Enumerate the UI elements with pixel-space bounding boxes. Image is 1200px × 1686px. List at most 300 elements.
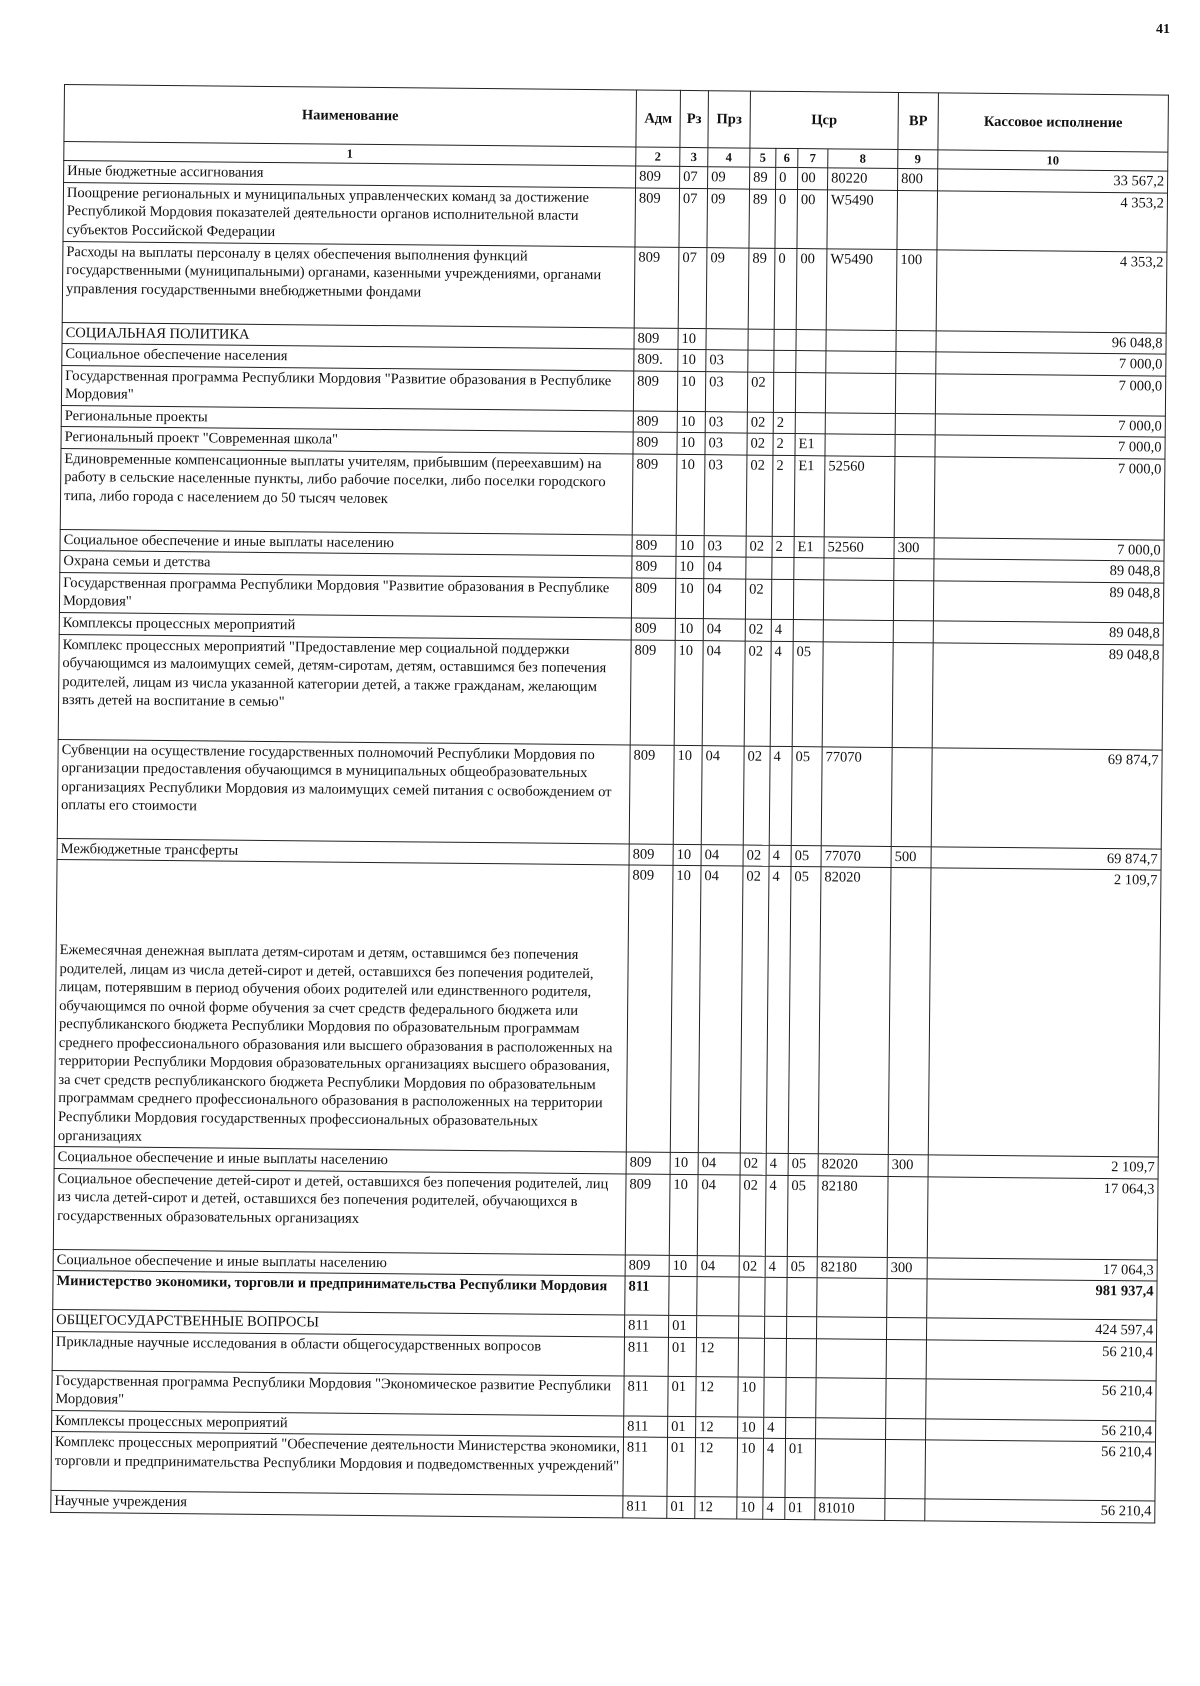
row-rz: 01 xyxy=(668,1316,696,1338)
row-csr-subprogram: 05 xyxy=(787,1256,817,1278)
row-csr-subprogram: 05 xyxy=(792,641,823,746)
row-name: Социальное обеспечение и иные выплаты населению xyxy=(53,1249,625,1276)
row-csr-subprogram xyxy=(786,1317,816,1339)
col-number: 8 xyxy=(828,149,898,169)
row-prz: 09 xyxy=(707,188,750,247)
row-adm: 809 xyxy=(634,247,679,328)
table-row xyxy=(54,860,1161,1158)
row-csr-type: 4 xyxy=(770,641,793,746)
row-name: Поощрение региональных и муниципальных управленческих команд за достижение Республикой Мордовия показателей деятельности органов исполнительной власти субъектов Российской Федерации xyxy=(63,182,636,246)
row-csr-program: 02 xyxy=(745,579,771,619)
row-vr xyxy=(896,330,936,352)
row-adm: 809 xyxy=(633,432,677,454)
row-name: Иные бюджетные ассигнования xyxy=(64,161,636,188)
row-prz: 03 xyxy=(705,411,747,433)
row-adm: 811 xyxy=(623,1437,668,1496)
row-name: Охрана семьи и детства xyxy=(60,551,632,578)
row-csr-program: 02 xyxy=(746,536,772,558)
row-csr-subprogram xyxy=(795,372,825,412)
row-csr-direction xyxy=(816,1317,886,1339)
row-csr-program xyxy=(748,329,774,351)
row-sum: 89 048,8 xyxy=(933,621,1163,645)
row-csr-subprogram: 05 xyxy=(787,1175,818,1256)
row-csr-direction: 77070 xyxy=(821,845,891,867)
row-vr xyxy=(895,435,935,457)
row-sum: 17 064,3 xyxy=(927,1257,1157,1281)
row-sum: 56 210,4 xyxy=(926,1419,1156,1443)
col-number: 3 xyxy=(680,147,708,166)
budget-table-container xyxy=(50,84,1168,1523)
row-csr-type xyxy=(764,1338,786,1377)
row-vr xyxy=(894,456,935,537)
row-rz: 10 xyxy=(675,578,703,618)
row-vr xyxy=(894,559,934,581)
row-csr-direction: 82180 xyxy=(817,1175,888,1257)
row-csr-program: 02 xyxy=(739,1175,766,1256)
row-csr-program: 02 xyxy=(739,1256,765,1278)
row-vr xyxy=(886,1339,926,1378)
row-vr: 300 xyxy=(888,1155,928,1177)
row-csr-direction xyxy=(826,351,896,373)
row-csr-program: 89 xyxy=(749,189,776,248)
row-rz: 10 xyxy=(674,640,703,745)
col-number: 10 xyxy=(938,150,1168,171)
row-name: СОЦИАЛЬНАЯ ПОЛИТИКА xyxy=(62,322,634,349)
header-rz: Рз xyxy=(680,90,709,147)
row-sum: 89 048,8 xyxy=(932,642,1163,749)
row-name: Комплекс процессных мероприятий "Обеспечение деятельности Министерства экономики, торговли и предпринимательства Республики Мордовия и подведомственных учреждений" xyxy=(51,1432,624,1496)
row-csr-type: 4 xyxy=(769,845,791,867)
table-row xyxy=(57,739,1162,849)
row-csr-subprogram: 05 xyxy=(791,845,821,867)
row-vr xyxy=(893,621,933,643)
row-name: Социальное обеспечение детей-сирот и детей, оставшихся без попечения родителей, лиц из числа детей-сирот и детей, оставшихся без попечения родителей, обучающихся в государственных образовательных организациях xyxy=(53,1168,626,1254)
row-sum: 96 048,8 xyxy=(936,330,1166,354)
row-csr-program: 02 xyxy=(744,641,771,746)
row-rz: 10 xyxy=(677,411,705,433)
header-name: Наименование xyxy=(64,85,637,147)
row-rz: 07 xyxy=(680,166,708,188)
row-rz: 07 xyxy=(679,188,708,247)
row-name: Расходы на выплаты персоналу в целях обеспечения выполнения функций государственными (муниципальными) органами, казенными учреждениями, органами управления государственными внебюджетными фондами xyxy=(62,241,635,327)
row-sum: 4 353,2 xyxy=(936,249,1167,332)
row-vr xyxy=(886,1418,926,1440)
row-csr-program: 02 xyxy=(740,866,769,1153)
col-number: 6 xyxy=(776,148,798,167)
row-csr-type xyxy=(764,1377,786,1417)
header-sum: Кассовое исполнение xyxy=(938,93,1169,152)
row-adm: 809 xyxy=(625,1255,669,1277)
row-rz: 01 xyxy=(667,1438,696,1497)
row-name: Государственная программа Республики Мордовия "Развитие образования в Республике Мордовия" xyxy=(61,365,633,411)
row-adm: 809. xyxy=(634,349,678,371)
header-prz: Прз xyxy=(708,91,751,148)
row-prz: 04 xyxy=(704,557,746,579)
row-prz: 04 xyxy=(701,844,743,866)
row-name: Научные учреждения xyxy=(51,1491,623,1518)
row-csr-type: 0 xyxy=(776,167,798,189)
row-csr-type: 0 xyxy=(774,248,797,329)
row-csr-type xyxy=(764,1316,786,1338)
row-csr-program: 02 xyxy=(746,455,773,536)
row-adm: 809 xyxy=(632,454,677,535)
row-prz: 12 xyxy=(696,1376,738,1416)
table-row xyxy=(63,182,1168,252)
row-csr-type: 2 xyxy=(773,412,795,434)
row-csr-direction xyxy=(826,329,896,351)
row-vr xyxy=(887,1318,927,1340)
row-sum: 89 048,8 xyxy=(933,581,1163,623)
row-vr xyxy=(895,413,935,435)
row-csr-subprogram xyxy=(786,1417,816,1439)
row-name: Прикладные научные исследования в области общегосударственных вопросов xyxy=(52,1331,624,1375)
row-adm: 811 xyxy=(624,1376,668,1417)
row-adm: 809 xyxy=(636,166,680,188)
row-prz: 04 xyxy=(697,1174,740,1255)
col-number: 7 xyxy=(798,149,828,168)
header-vr: ВР xyxy=(898,93,939,150)
row-csr-program: 02 xyxy=(747,412,773,434)
row-csr-direction: W5490 xyxy=(826,248,897,330)
row-csr-type: 4 xyxy=(763,1439,786,1498)
header-csr: Цср xyxy=(750,91,899,149)
row-prz: 03 xyxy=(704,454,747,535)
row-csr-subprogram: 05 xyxy=(791,746,822,845)
row-prz: 03 xyxy=(705,371,747,411)
row-csr-program: 10 xyxy=(737,1438,764,1497)
row-sum: 56 210,4 xyxy=(925,1440,1156,1501)
row-sum: 69 874,7 xyxy=(931,747,1162,848)
row-rz: 07 xyxy=(678,247,707,328)
row-sum: 56 210,4 xyxy=(925,1499,1155,1523)
row-csr-direction: 80220 xyxy=(828,168,898,190)
row-csr-program: 02 xyxy=(743,746,770,845)
row-name: Региональные проекты xyxy=(61,405,633,432)
row-prz: 04 xyxy=(702,640,745,745)
row-sum: 7 000,0 xyxy=(936,352,1166,376)
col-number: 5 xyxy=(750,148,776,167)
row-csr-subprogram: E1 xyxy=(794,455,825,536)
row-csr-type xyxy=(765,1277,787,1316)
row-csr-subprogram: E1 xyxy=(794,536,824,558)
row-sum: 69 874,7 xyxy=(931,846,1161,870)
table-header-row xyxy=(64,85,1169,153)
row-sum: 424 597,4 xyxy=(927,1318,1157,1342)
row-csr-type xyxy=(772,558,794,580)
row-vr: 100 xyxy=(896,249,937,330)
row-sum: 7 000,0 xyxy=(935,414,1165,438)
row-sum: 2 109,7 xyxy=(928,868,1161,1157)
row-adm: 809 xyxy=(631,578,675,619)
row-prz: 04 xyxy=(701,745,744,844)
row-csr-subprogram xyxy=(786,1377,816,1417)
header-adm: Адм xyxy=(636,90,681,147)
row-csr-program: 10 xyxy=(738,1377,764,1417)
row-csr-direction xyxy=(825,413,895,435)
row-csr-direction: 81010 xyxy=(815,1498,885,1520)
row-csr-direction: 52560 xyxy=(824,456,895,538)
row-csr-type: 4 xyxy=(771,619,793,641)
row-name: Ежемесячная денежная выплата детям-сиротам и детям, оставшимся без попечения родителей, лицам из числа детей-сирот и детей, оставшихся без попечения родителей, лицам, потерявшим в период обучения обоих родителей или единственного родителя, обучающимся по очной форме обучения за счет средств федерального бюджета или республиканского бюджета Республики Мордовия по образовательным программам среднего профессионального образования или высшего образования в расположенных на территории Республики Мордовия образовательных организациях высшего образования, за счет средств республиканского бюджета Республики Мордовия по образовательным программам среднего профессионального образования в расположенных на территории Республики Мордовия государственных профессиональных образовательных организациях xyxy=(54,860,629,1152)
row-csr-subprogram xyxy=(796,351,826,373)
row-prz: 12 xyxy=(695,1438,738,1497)
row-csr-program xyxy=(738,1316,764,1338)
row-csr-type: 4 xyxy=(765,1175,788,1256)
row-sum: 4 353,2 xyxy=(937,190,1168,251)
row-adm: 809 xyxy=(631,618,675,640)
row-adm: 809 xyxy=(626,1152,670,1174)
table-row xyxy=(60,448,1165,540)
row-prz: 09 xyxy=(708,167,750,189)
page-number: 41 xyxy=(1156,22,1170,37)
row-csr-subprogram: 00 xyxy=(798,168,828,190)
budget-execution-table xyxy=(50,84,1169,1523)
row-rz: 10 xyxy=(678,328,706,350)
row-name: Комплекс процессных мероприятий "Предоставление мер социальной поддержки обучающимся из малоимущих семей, детям-сиротам, детям, оставшимся без попечения родителей, лицам из числа указанной категории детей, а также гражданам, желающим взять детей на воспитание в семью" xyxy=(58,634,631,744)
row-sum: 7 000,0 xyxy=(935,374,1165,416)
row-vr xyxy=(892,642,933,747)
row-rz: 10 xyxy=(670,865,701,1152)
row-csr-direction: 82020 xyxy=(818,1154,888,1176)
row-rz: 01 xyxy=(668,1337,696,1376)
row-prz: 04 xyxy=(698,866,743,1153)
row-prz xyxy=(696,1316,738,1338)
row-csr-subprogram: 00 xyxy=(797,189,828,248)
row-csr-direction: W5490 xyxy=(827,189,898,249)
row-csr-subprogram: E1 xyxy=(795,434,825,456)
row-csr-program: 10 xyxy=(738,1417,764,1439)
row-csr-subprogram: 05 xyxy=(788,867,821,1154)
row-name: Субвенции на осуществление государственных полномочий Республики Мордовия по организации предоставления обучающимся в муниципальных общеобразовательных организациях Республики Мордовия из малоимущих семей питания с освобождением от оплаты его стоимости xyxy=(57,739,630,843)
row-adm: 809 xyxy=(633,411,677,433)
row-csr-type xyxy=(774,350,796,372)
row-adm: 809 xyxy=(632,535,676,557)
table-row xyxy=(51,1432,1156,1502)
row-csr-direction xyxy=(823,580,893,621)
row-vr xyxy=(891,747,932,846)
row-prz xyxy=(697,1277,739,1316)
row-vr xyxy=(888,868,931,1155)
row-csr-subprogram: 01 xyxy=(785,1498,815,1520)
row-rz xyxy=(669,1277,697,1316)
row-csr-program xyxy=(739,1277,765,1316)
row-adm: 809 xyxy=(630,640,675,745)
row-csr-subprogram xyxy=(793,579,823,619)
row-prz: 12 xyxy=(696,1337,738,1376)
row-csr-subprogram xyxy=(787,1278,817,1317)
row-csr-direction: 82020 xyxy=(818,867,891,1155)
row-prz: 04 xyxy=(698,1153,740,1175)
row-csr-type xyxy=(771,579,793,619)
row-vr xyxy=(897,190,938,249)
row-csr-program: 02 xyxy=(745,619,771,641)
row-csr-subprogram xyxy=(796,329,826,351)
table-row xyxy=(62,241,1167,333)
row-csr-type: 0 xyxy=(775,189,798,248)
row-csr-program xyxy=(748,350,774,372)
row-csr-direction xyxy=(816,1378,886,1419)
row-vr xyxy=(885,1499,925,1521)
row-rz: 10 xyxy=(673,844,701,866)
row-vr xyxy=(896,352,936,374)
table-row xyxy=(58,634,1163,750)
row-csr-subprogram: 00 xyxy=(796,248,827,329)
row-csr-type: 2 xyxy=(772,455,795,536)
row-csr-direction xyxy=(816,1418,886,1440)
row-name: Комплексы процессных мероприятий xyxy=(59,612,631,639)
row-csr-program: 02 xyxy=(747,372,773,412)
row-adm: 809 xyxy=(635,188,680,247)
col-number: 4 xyxy=(708,148,750,167)
row-vr: 500 xyxy=(891,846,931,868)
row-csr-program: 10 xyxy=(737,1497,763,1519)
row-vr xyxy=(895,373,935,413)
row-csr-type: 4 xyxy=(763,1498,785,1520)
row-name: ОБЩЕГОСУДАРСТВЕННЫЕ ВОПРОСЫ xyxy=(53,1310,625,1337)
row-vr xyxy=(886,1378,926,1418)
col-number: 1 xyxy=(64,142,636,166)
row-sum: 7 000,0 xyxy=(935,435,1165,459)
row-prz: 12 xyxy=(695,1497,737,1519)
col-number: 2 xyxy=(636,147,680,166)
table-body xyxy=(51,161,1168,1523)
row-adm: 811 xyxy=(623,1496,667,1518)
row-prz: 03 xyxy=(704,535,746,557)
row-adm: 811 xyxy=(624,1337,668,1376)
row-sum: 7 000,0 xyxy=(934,457,1165,540)
row-rz: 01 xyxy=(667,1497,695,1519)
row-sum: 56 210,4 xyxy=(926,1340,1156,1381)
row-csr-direction xyxy=(825,434,895,456)
row-vr: 300 xyxy=(894,537,934,559)
row-name: Социальное обеспечение населения xyxy=(62,344,634,371)
row-rz: 10 xyxy=(673,745,702,844)
row-csr-type xyxy=(774,329,796,351)
row-adm: 809 xyxy=(625,1174,670,1255)
row-csr-direction xyxy=(822,641,893,747)
row-csr-direction xyxy=(816,1339,886,1379)
row-csr-subprogram xyxy=(786,1338,816,1377)
row-adm: 809 xyxy=(634,328,678,350)
row-csr-direction xyxy=(825,372,895,413)
row-vr: 800 xyxy=(898,169,938,191)
row-csr-direction: 77070 xyxy=(821,746,892,846)
row-csr-direction xyxy=(815,1439,886,1499)
row-adm: 809 xyxy=(633,371,677,412)
row-vr xyxy=(893,580,933,620)
row-csr-program: 02 xyxy=(743,845,769,867)
row-rz: 10 xyxy=(677,371,705,411)
row-rz: 10 xyxy=(676,535,704,557)
row-csr-type: 4 xyxy=(765,1256,787,1278)
row-vr xyxy=(887,1279,927,1318)
row-csr-program: 89 xyxy=(748,248,775,329)
row-csr-subprogram xyxy=(795,412,825,434)
row-csr-direction xyxy=(817,1278,887,1318)
row-csr-type: 4 xyxy=(766,866,791,1153)
row-csr-type: 4 xyxy=(769,746,792,845)
row-name: Социальное обеспечение и иные выплаты населению xyxy=(60,529,632,556)
row-csr-subprogram xyxy=(794,558,824,580)
row-prz: 04 xyxy=(703,619,745,641)
row-csr-subprogram: 05 xyxy=(788,1154,818,1176)
col-number: 9 xyxy=(898,150,938,169)
row-prz: 09 xyxy=(706,247,749,328)
row-name: Государственная программа Республики Мордовия "Экономическое развитие Республики Мордовия" xyxy=(52,1370,624,1416)
row-vr: 300 xyxy=(887,1257,927,1279)
row-prz: 04 xyxy=(697,1255,739,1277)
row-rz: 10 xyxy=(675,618,703,640)
row-rz: 10 xyxy=(676,557,704,579)
row-name: Государственная программа Республики Мордовия "Развитие образования в Республике Мордовия" xyxy=(59,572,631,618)
row-prz: 04 xyxy=(703,579,745,619)
table-row xyxy=(53,1168,1158,1260)
row-csr-direction: 82180 xyxy=(817,1256,887,1278)
row-rz: 10 xyxy=(676,454,705,535)
row-csr-type: 2 xyxy=(772,536,794,558)
row-name: Региональный проект "Современная школа" xyxy=(61,427,633,454)
row-csr-direction xyxy=(823,620,893,642)
row-sum: 2 109,7 xyxy=(928,1155,1158,1179)
row-rz: 10 xyxy=(669,1255,697,1277)
row-rz: 10 xyxy=(677,433,705,455)
row-csr-type: 4 xyxy=(764,1417,786,1439)
row-rz: 01 xyxy=(668,1416,696,1438)
row-vr xyxy=(887,1176,928,1257)
row-csr-program: 89 xyxy=(750,167,776,189)
row-sum: 33 567,2 xyxy=(938,169,1168,193)
row-csr-subprogram: 01 xyxy=(785,1439,816,1498)
row-vr xyxy=(885,1440,926,1499)
row-name: Министерство экономики, торговли и предпринимательства Республики Мордовия xyxy=(53,1271,625,1315)
row-csr-program xyxy=(738,1338,764,1377)
row-csr-type xyxy=(773,372,795,412)
row-rz: 10 xyxy=(670,1152,698,1174)
row-prz: 12 xyxy=(696,1416,738,1438)
row-sum: 7 000,0 xyxy=(934,538,1164,562)
row-name: Социальное обеспечение и иные выплаты населению xyxy=(54,1147,626,1174)
row-adm: 811 xyxy=(625,1276,669,1315)
row-adm: 811 xyxy=(625,1315,669,1337)
row-adm: 811 xyxy=(624,1416,668,1438)
row-csr-subprogram xyxy=(793,620,823,642)
row-rz: 10 xyxy=(669,1174,698,1255)
row-csr-program: 02 xyxy=(747,433,773,455)
row-adm: 809 xyxy=(629,844,673,866)
row-prz xyxy=(706,328,748,350)
row-csr-type: 2 xyxy=(773,434,795,456)
row-sum: 981 937,4 xyxy=(927,1279,1157,1320)
row-name: Межбюджетные трансферты xyxy=(57,838,629,865)
row-rz: 10 xyxy=(678,349,706,371)
row-adm: 809 xyxy=(632,556,676,578)
row-csr-type: 4 xyxy=(766,1153,788,1175)
row-sum: 56 210,4 xyxy=(926,1379,1156,1421)
row-csr-direction: 52560 xyxy=(824,537,894,559)
row-sum: 17 064,3 xyxy=(927,1177,1158,1260)
row-csr-program: 02 xyxy=(740,1153,766,1175)
row-prz: 03 xyxy=(705,433,747,455)
row-adm: 809 xyxy=(629,745,674,844)
row-name: Комплексы процессных мероприятий xyxy=(52,1410,624,1437)
row-adm: 809 xyxy=(626,865,673,1152)
row-sum: 89 048,8 xyxy=(934,559,1164,583)
row-name: Единовременные компенсационные выплаты учителям, прибывшим (переехавшим) на работу в сельские населенные пункты, либо рабочие поселки, либо поселки городского типа, либо города с населением до 50 тысяч человек xyxy=(60,448,633,534)
row-prz: 03 xyxy=(706,350,748,372)
row-csr-program xyxy=(746,557,772,579)
row-csr-direction xyxy=(824,558,894,580)
row-rz: 01 xyxy=(668,1376,696,1416)
